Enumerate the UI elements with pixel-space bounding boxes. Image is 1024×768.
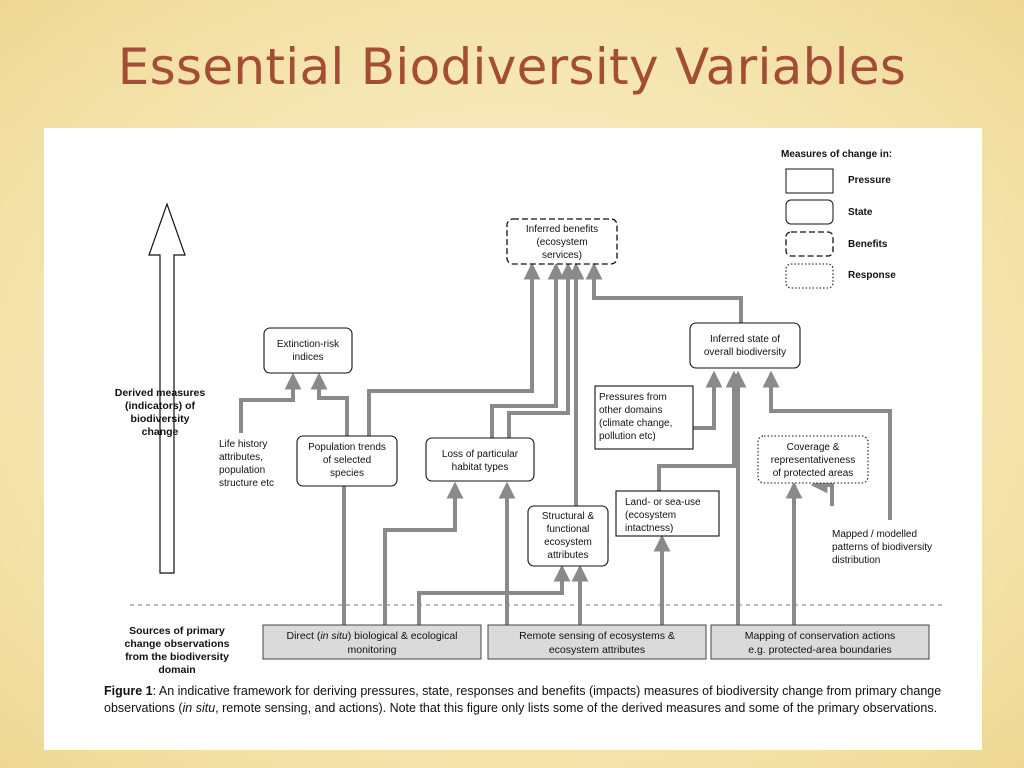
svg-text:change observations: change observations bbox=[124, 638, 230, 650]
svg-text:overall biodiversity: overall biodiversity bbox=[703, 347, 787, 358]
legend-pressure-label: Pressure bbox=[848, 175, 891, 186]
inferred-state-box bbox=[690, 323, 800, 368]
svg-text:Pressures from: Pressures from bbox=[599, 392, 667, 403]
svg-text:indices: indices bbox=[292, 352, 324, 363]
svg-text:(ecosystem: (ecosystem bbox=[625, 510, 677, 521]
svg-text:distribution: distribution bbox=[832, 555, 881, 566]
svg-text:functional: functional bbox=[546, 524, 590, 535]
svg-text:e.g. protected-area boundaries: e.g. protected-area boundaries bbox=[748, 644, 892, 656]
svg-text:domain: domain bbox=[158, 664, 196, 676]
svg-text:(indicators) of: (indicators) of bbox=[125, 400, 195, 412]
svg-text:Land- or sea-use: Land- or sea-use bbox=[625, 497, 701, 508]
svg-text:Extinction-risk: Extinction-risk bbox=[276, 339, 340, 350]
connector-direct-structural bbox=[419, 568, 562, 626]
svg-text:of selected: of selected bbox=[322, 455, 372, 466]
source-conservation-mapping bbox=[711, 625, 929, 659]
derived-measures-label bbox=[115, 387, 206, 438]
svg-text:(ecosystem: (ecosystem bbox=[536, 237, 588, 248]
extinction-risk-box bbox=[264, 328, 352, 373]
svg-text:population: population bbox=[219, 465, 266, 476]
svg-text:Remote sensing of ecosystems &: Remote sensing of ecosystems & bbox=[519, 630, 675, 642]
legend-state-label: State bbox=[848, 207, 873, 218]
legend-benefits-label: Benefits bbox=[848, 239, 888, 250]
legend bbox=[781, 149, 896, 288]
svg-text:habitat types: habitat types bbox=[451, 462, 509, 473]
framework-diagram bbox=[44, 128, 982, 688]
svg-text:Structural &: Structural & bbox=[541, 511, 595, 522]
svg-text:Derived measures: Derived measures bbox=[114, 387, 206, 399]
slide-title: Essential Biodiversity Variables bbox=[117, 38, 907, 96]
svg-text:Sources of primary: Sources of primary bbox=[129, 625, 225, 637]
legend-benefits-swatch bbox=[786, 232, 833, 256]
connector-habitat-benefits-b bbox=[509, 266, 568, 438]
svg-text:species: species bbox=[330, 468, 364, 479]
sources-label bbox=[124, 625, 229, 676]
figure-panel bbox=[44, 128, 982, 750]
pressures-other-box bbox=[595, 386, 693, 449]
svg-text:attributes: attributes bbox=[547, 550, 589, 561]
svg-text:Inferred benefits: Inferred benefits bbox=[525, 224, 599, 235]
svg-text:Mapped / modelled: Mapped / modelled bbox=[832, 529, 918, 540]
connector-coverage-mapped bbox=[814, 485, 832, 506]
svg-text:ecosystem: ecosystem bbox=[544, 537, 592, 548]
connector-life-history bbox=[241, 376, 293, 433]
figure-caption bbox=[104, 683, 954, 717]
source-direct-monitoring bbox=[263, 625, 481, 659]
svg-text:Loss of particular: Loss of particular bbox=[441, 449, 519, 460]
mapped-patterns-label bbox=[832, 529, 932, 566]
svg-text:other domains: other domains bbox=[599, 405, 663, 416]
legend-response-label: Response bbox=[848, 270, 896, 281]
svg-text:patterns of biodiversity: patterns of biodiversity bbox=[832, 542, 933, 553]
svg-text:Life history: Life history bbox=[219, 439, 268, 450]
caption-part1: : An indicative framework for deriving pressures, state, responses and benefits (impacts) measures of biodiversity change from primary change observations ( bbox=[104, 684, 942, 715]
svg-text:structure etc: structure etc bbox=[219, 478, 275, 489]
population-trends-box bbox=[297, 436, 397, 486]
loss-habitat-box bbox=[426, 438, 534, 481]
svg-text:ecosystem attributes: ecosystem attributes bbox=[548, 644, 646, 656]
svg-text:Direct (in situ) biological &: Direct (in situ) biological & ecological bbox=[286, 630, 458, 642]
connector-pressures-state bbox=[693, 374, 714, 428]
legend-state-swatch bbox=[786, 200, 833, 224]
svg-text:Inferred state of: Inferred state of bbox=[709, 334, 781, 345]
connector-poptrends-benefits bbox=[369, 266, 532, 436]
svg-text:biodiversity: biodiversity bbox=[130, 413, 190, 425]
legend-response-swatch bbox=[786, 264, 833, 288]
svg-text:services): services) bbox=[541, 250, 583, 261]
structural-attributes-box bbox=[528, 506, 608, 566]
legend-pressure-swatch bbox=[786, 169, 833, 193]
land-use-box bbox=[616, 491, 719, 536]
svg-text:intactness): intactness) bbox=[625, 523, 674, 534]
svg-text:pollution etc): pollution etc) bbox=[599, 431, 656, 442]
svg-text:Coverage &: Coverage & bbox=[786, 442, 840, 453]
svg-text:representativeness: representativeness bbox=[770, 455, 856, 466]
connector-poptrends-extinction bbox=[319, 376, 347, 436]
legend-heading: Measures of change in: bbox=[781, 149, 893, 160]
svg-text:(climate change,: (climate change, bbox=[599, 418, 673, 429]
svg-text:Mapping of conservation action: Mapping of conservation actions bbox=[744, 630, 896, 642]
source-remote-sensing bbox=[488, 625, 706, 659]
svg-text:from the biodiversity: from the biodiversity bbox=[125, 651, 229, 663]
svg-text:change: change bbox=[141, 426, 179, 438]
inferred-benefits-box bbox=[507, 219, 617, 264]
svg-text:attributes,: attributes, bbox=[219, 452, 263, 463]
caption-label: Figure 1 bbox=[104, 684, 153, 698]
svg-text:Population trends: Population trends bbox=[308, 442, 386, 453]
caption-italic: in situ bbox=[182, 701, 216, 715]
caption-part2: , remote sensing, and actions). Note that this figure only lists some of the derived measures and some of the primary observations. bbox=[215, 701, 938, 715]
svg-text:monitoring: monitoring bbox=[347, 644, 397, 656]
life-history-label bbox=[219, 439, 274, 489]
connector-state-benefits bbox=[594, 266, 741, 323]
svg-text:of protected areas: of protected areas bbox=[772, 468, 854, 479]
coverage-protected-areas-box bbox=[758, 436, 868, 483]
